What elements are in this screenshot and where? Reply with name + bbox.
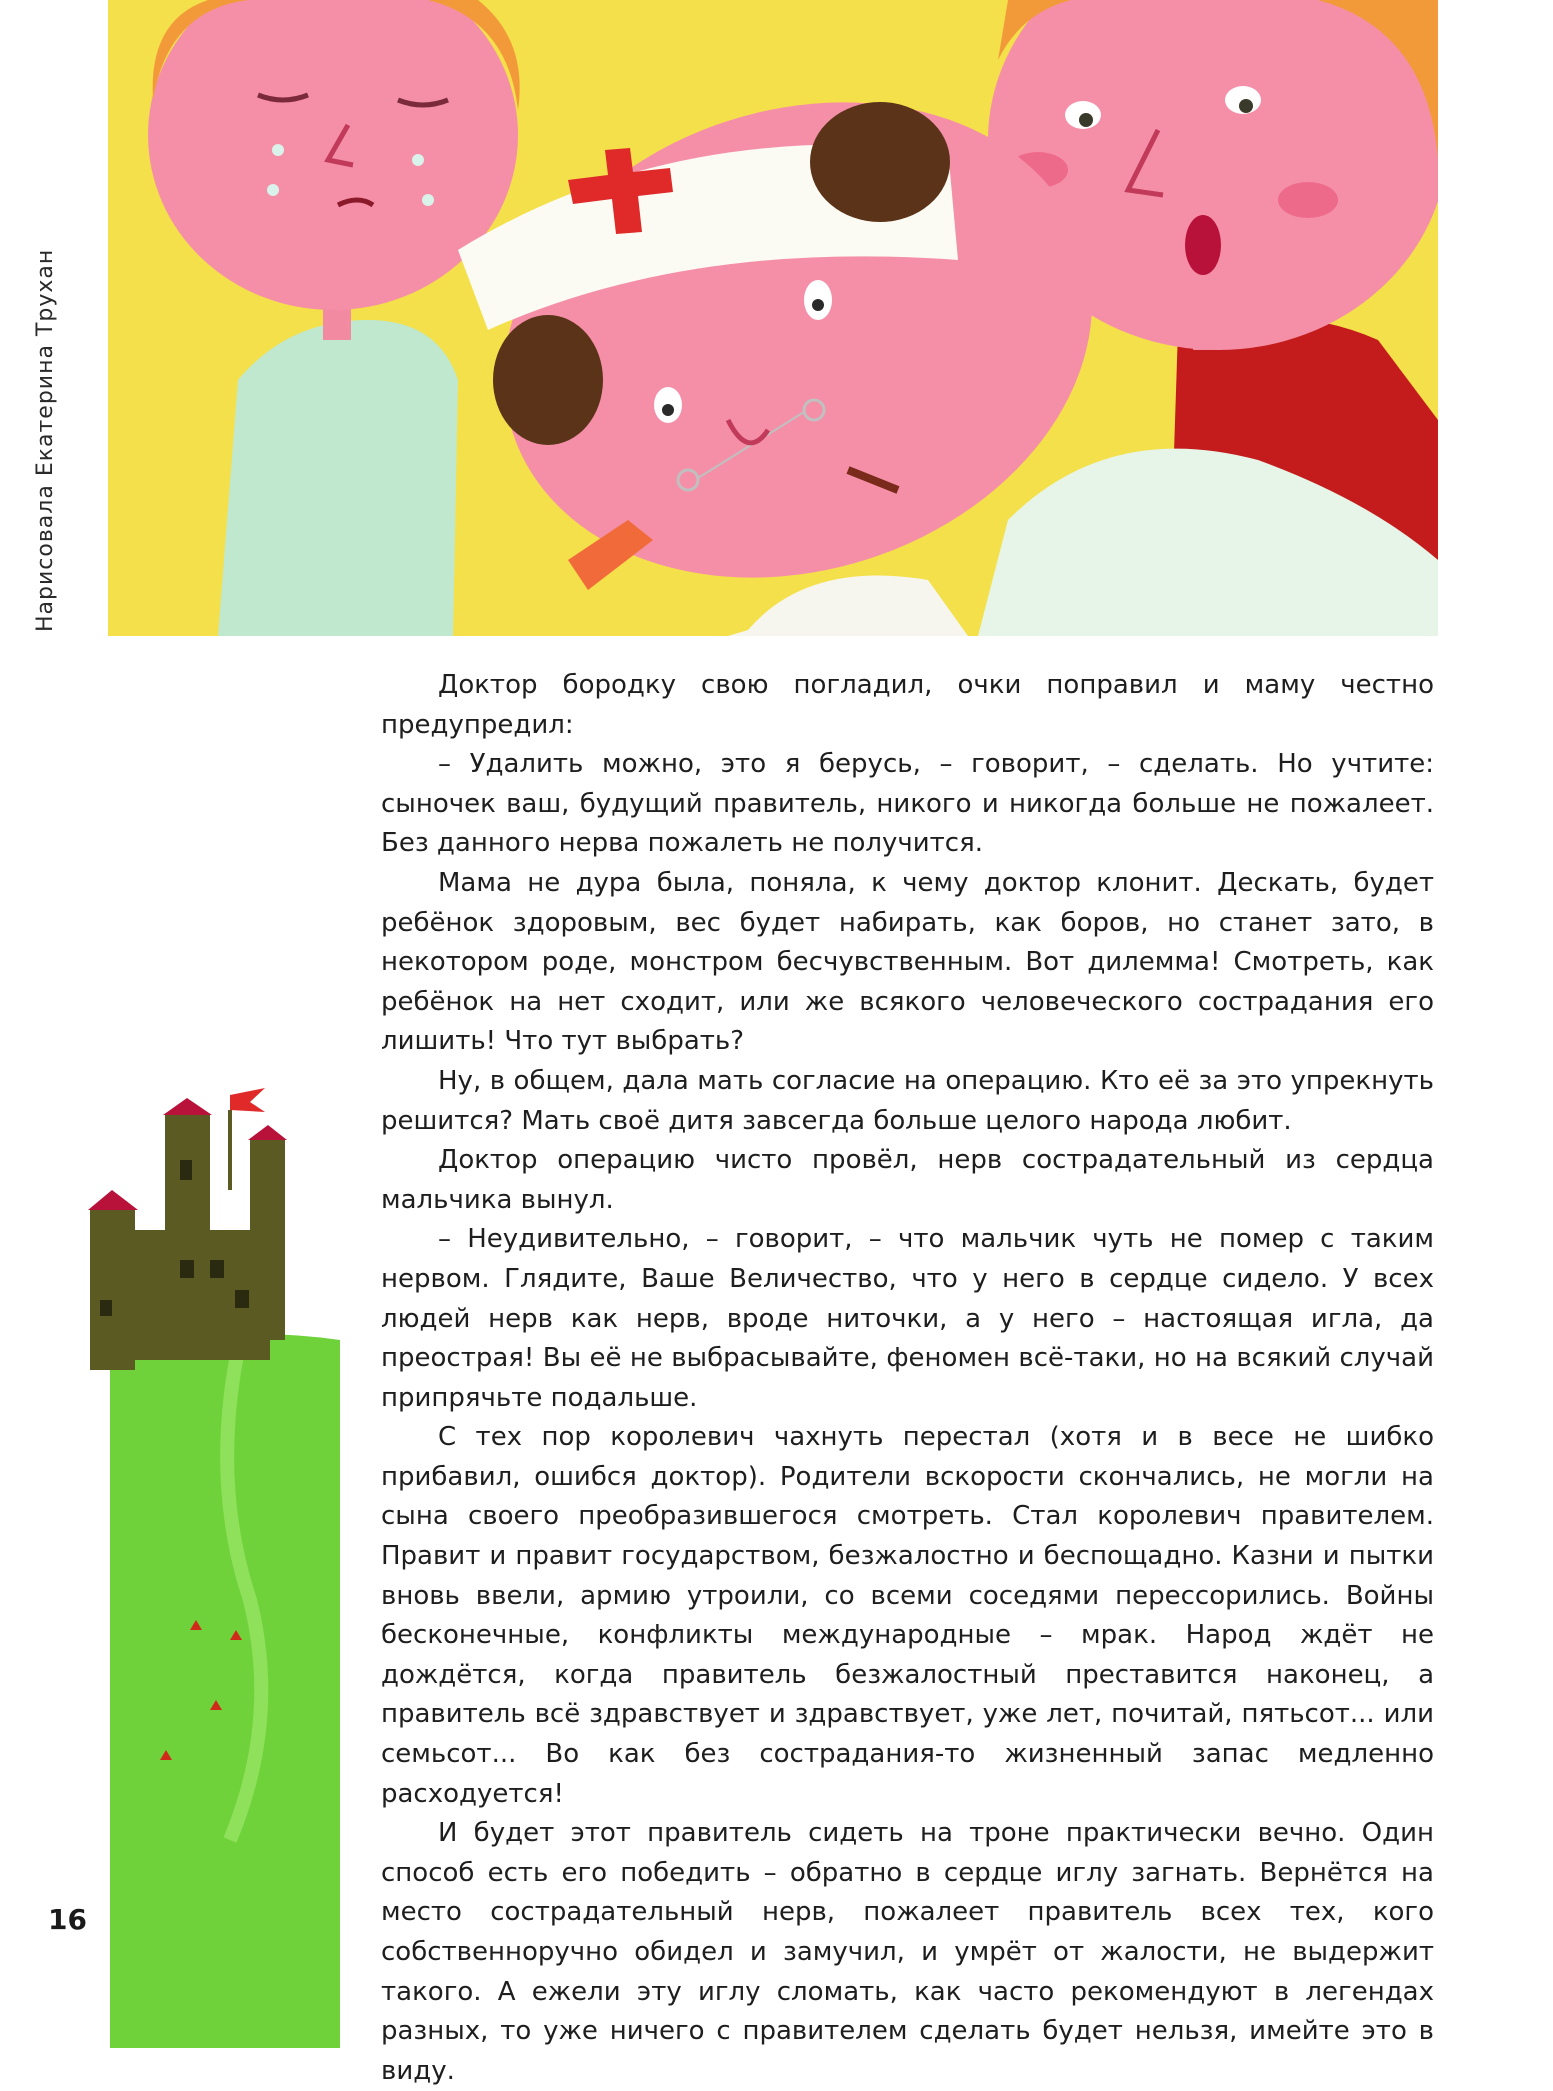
paragraph: Мама не дура была, поняла, к чему доктор клонит. Дескать, будет ребёнок здоровым, вес будет набирать, как боров, но станет зато, в некотором роде, монстром бесчувственным. Вот дилемма! Смотреть, как ребёнок на нет сходит, или же всякого человеческого сострадания его лишить! Что тут выбрать? [381,867,1434,1057]
paragraph: – Удалить можно, это я берусь, – говорит, – сделать. Но учтите: сыночек ваш, будущий правитель, никого и никогда больше не пожалеет. Без данного нерва пожалеть не получится. [381,749,1434,859]
page-number: 16 [48,1903,87,1936]
castle-hill-illustration [80,1080,350,2048]
castle-icon [88,1088,287,1370]
illustrator-credit: Нарисовала Екатерина Трухан [33,248,58,632]
paragraph: – Неудивительно, – говорит, – что мальчик чуть не помер с таким нервом. Глядите, Ваше Величество, что у него в сердце сидело. У всех людей нерв как нерв, вроде ниточки, а у него – настоящая игла, да преострая! Вы её не выбрасывайте, феномен всё-таки, но на всякий случай припрячьте подальше. [381,1224,1434,1413]
top-illustration [108,0,1438,636]
paragraph: Доктор операцию чисто провёл, нерв сострадательный из сердца мальчика вынул. [381,1145,1434,1215]
paragraph: Ну, в общем, дала мать согласие на операцию. Кто её за это упрекнуть решится? Мать своё дитя завсегда больше целого народа любит. [381,1065,1434,1136]
paragraph: Доктор бородку свою погладил, очки поправил и маму честно предупредил: [381,670,1434,740]
paragraph: И будет этот правитель сидеть на троне практически вечно. Один способ есть его победить – обратно в сердце иглу загнать. Вернётся на место сострадательный нерв, пожалеет правитель всех тех, кого собственноручно обидел и замучил, и умрёт от жалости, не выдержит такого. А ежели эту иглу сломать, как часто рекомендуют в легендах разных, то уже ничего с правителем сделать будет нельзя, имейте это в виду. [381,1818,1434,2086]
story-text [381,666,1434,2091]
paragraph: С тех пор королевич чахнуть перестал (хотя и в весе не шибко прибавил, ошибся доктор). Родители вскорости скончались, не могли на сына своего преобразившегося смотреть. Стал королевич правителем. Правит и правит государством, безжалостно и беспощадно. Казни и пытки вновь ввели, армию утроили, со всеми соседями перессорились. Войны бесконечные, конфликты международные – мрак. Народ ждёт не дождётся, когда правитель безжалостный преставится наконец, а правитель всё здравствует и здравствует, уже лет, почитай, пятьсот... или семьсот... Во как без сострадания-то жизненный запас медленно расходуется! [381,1422,1434,1809]
